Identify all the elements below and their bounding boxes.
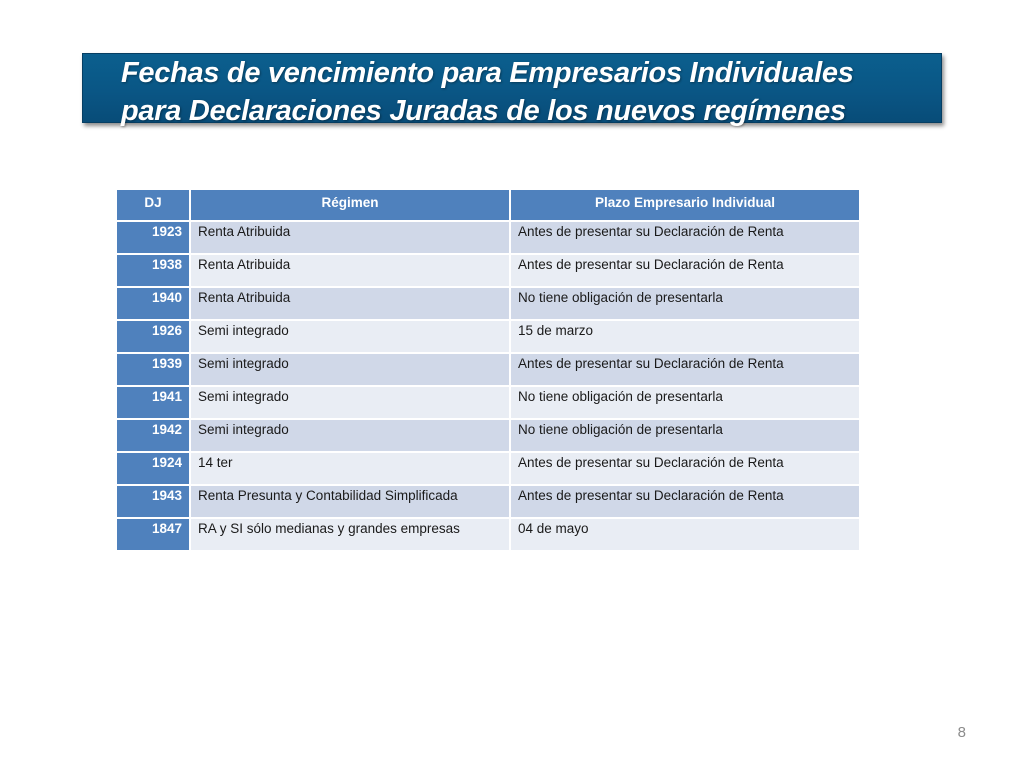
- cell-regimen: 14 ter: [191, 453, 511, 486]
- cell-plazo: No tiene obligación de presentarla: [511, 420, 859, 453]
- cell-plazo: 04 de mayo: [511, 519, 859, 552]
- cell-dj: 1847: [117, 519, 191, 552]
- table-row: [117, 222, 859, 255]
- cell-plazo: Antes de presentar su Declaración de Renta: [511, 354, 859, 387]
- cell-plazo: Antes de presentar su Declaración de Renta: [511, 453, 859, 486]
- cell-regimen: Semi integrado: [191, 387, 511, 420]
- table-row: [117, 486, 859, 519]
- cell-regimen: Semi integrado: [191, 420, 511, 453]
- slide-title-line-2: para Declaraciones Juradas de los nuevos regímenes: [121, 95, 846, 127]
- table-row: [117, 453, 859, 486]
- cell-dj: 1923: [117, 222, 191, 255]
- table-row: [117, 387, 859, 420]
- cell-plazo: Antes de presentar su Declaración de Renta: [511, 255, 859, 288]
- cell-plazo: Antes de presentar su Declaración de Renta: [511, 222, 859, 255]
- page-number: 8: [957, 724, 966, 741]
- header-dj: DJ: [117, 190, 191, 222]
- cell-dj: 1940: [117, 288, 191, 321]
- cell-regimen: Semi integrado: [191, 321, 511, 354]
- title-banner: [82, 53, 942, 127]
- deadlines-table: [117, 190, 859, 552]
- table-header-row: [117, 190, 859, 222]
- table-row: [117, 519, 859, 552]
- table-row: [117, 255, 859, 288]
- table-row: [117, 288, 859, 321]
- cell-dj: 1939: [117, 354, 191, 387]
- cell-dj: 1943: [117, 486, 191, 519]
- header-plazo: Plazo Empresario Individual: [511, 190, 859, 222]
- cell-dj: 1926: [117, 321, 191, 354]
- slide-title: [121, 54, 931, 130]
- cell-regimen: Semi integrado: [191, 354, 511, 387]
- cell-plazo: No tiene obligación de presentarla: [511, 288, 859, 321]
- slide-title-line-1: Fechas de vencimiento para Empresarios Individuales: [121, 57, 854, 89]
- cell-regimen: RA y SI sólo medianas y grandes empresas: [191, 519, 511, 552]
- cell-dj: 1942: [117, 420, 191, 453]
- cell-dj: 1938: [117, 255, 191, 288]
- cell-regimen: Renta Presunta y Contabilidad Simplificada: [191, 486, 511, 519]
- cell-regimen: Renta Atribuida: [191, 255, 511, 288]
- cell-plazo: No tiene obligación de presentarla: [511, 387, 859, 420]
- cell-dj: 1924: [117, 453, 191, 486]
- table-row: [117, 420, 859, 453]
- cell-plazo: Antes de presentar su Declaración de Renta: [511, 486, 859, 519]
- table-row: [117, 354, 859, 387]
- header-regimen: Régimen: [191, 190, 511, 222]
- cell-dj: 1941: [117, 387, 191, 420]
- table-row: [117, 321, 859, 354]
- cell-regimen: Renta Atribuida: [191, 222, 511, 255]
- cell-regimen: Renta Atribuida: [191, 288, 511, 321]
- cell-plazo: 15 de marzo: [511, 321, 859, 354]
